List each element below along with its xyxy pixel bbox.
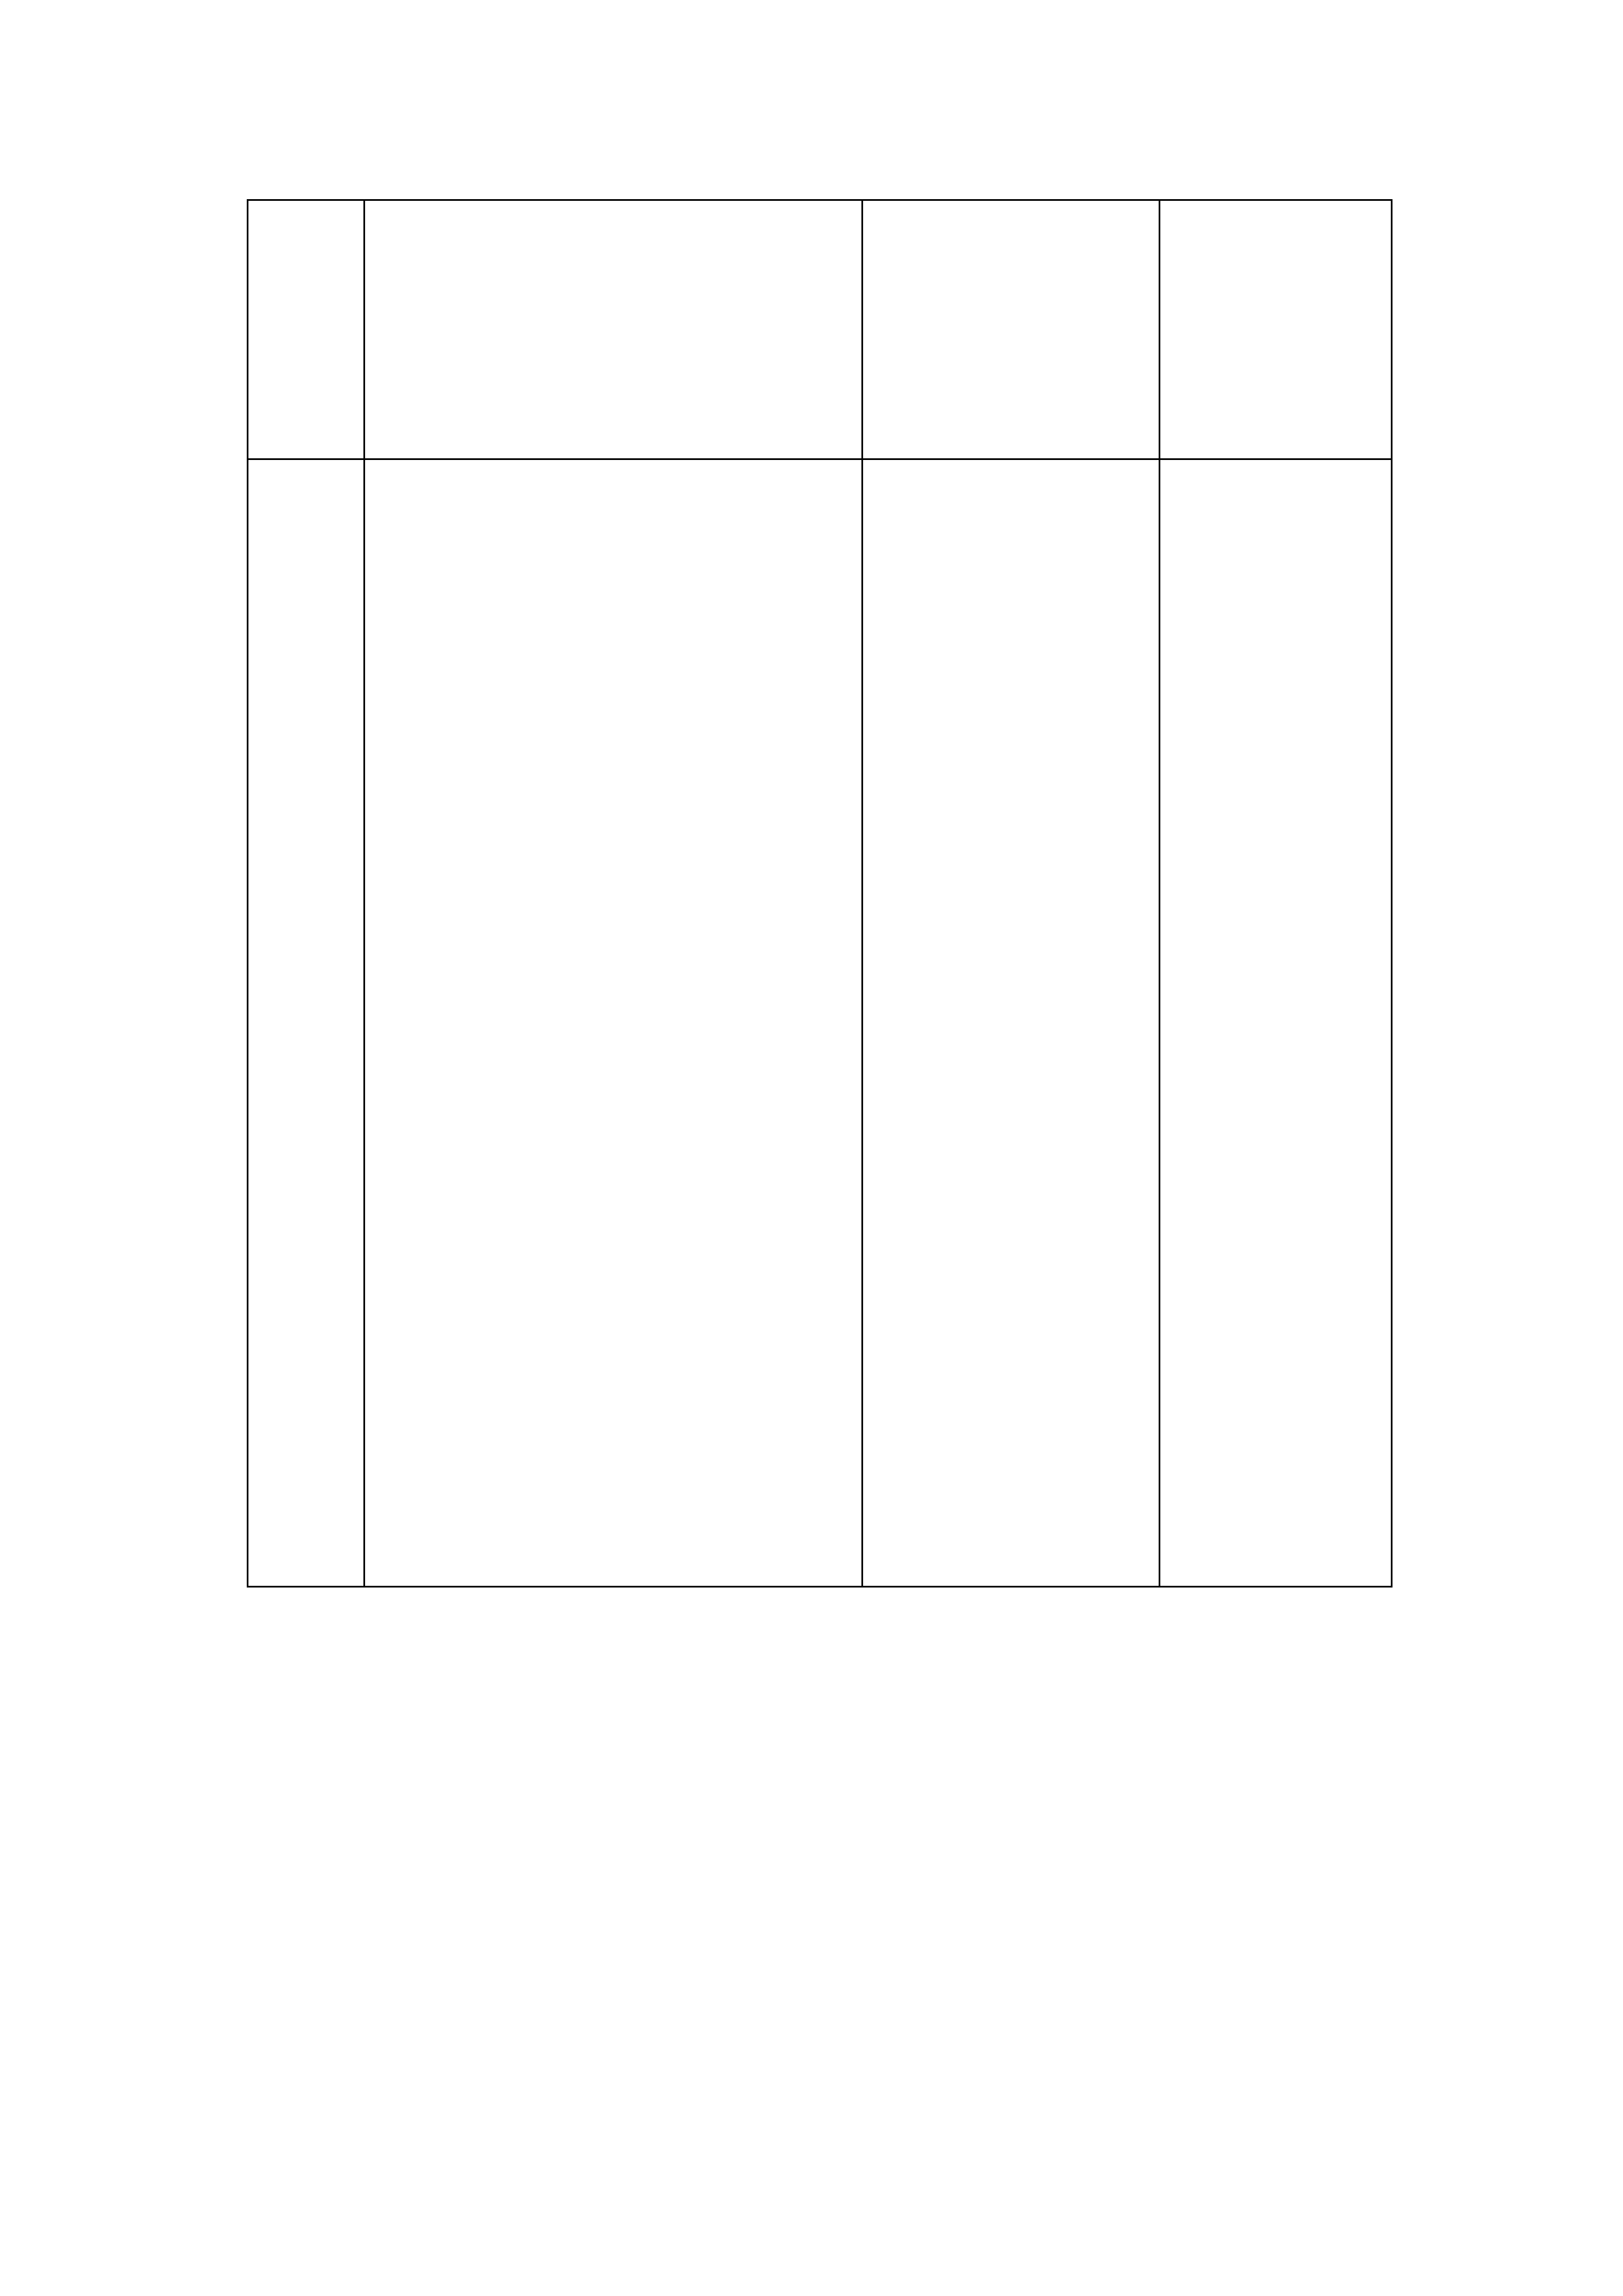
teaching-content-cell [365,200,863,459]
section-label-cell [248,200,365,459]
section-label-cell [248,459,365,1587]
teaching-content-cell [365,459,863,1587]
student-activity-cell [863,200,1160,459]
table-row [248,200,1392,459]
design-purpose-cell [1160,200,1392,459]
table-row [248,459,1392,1587]
student-activity-cell [863,459,1160,1587]
lesson-plan-table [247,199,1393,1588]
design-purpose-cell [1160,459,1392,1587]
